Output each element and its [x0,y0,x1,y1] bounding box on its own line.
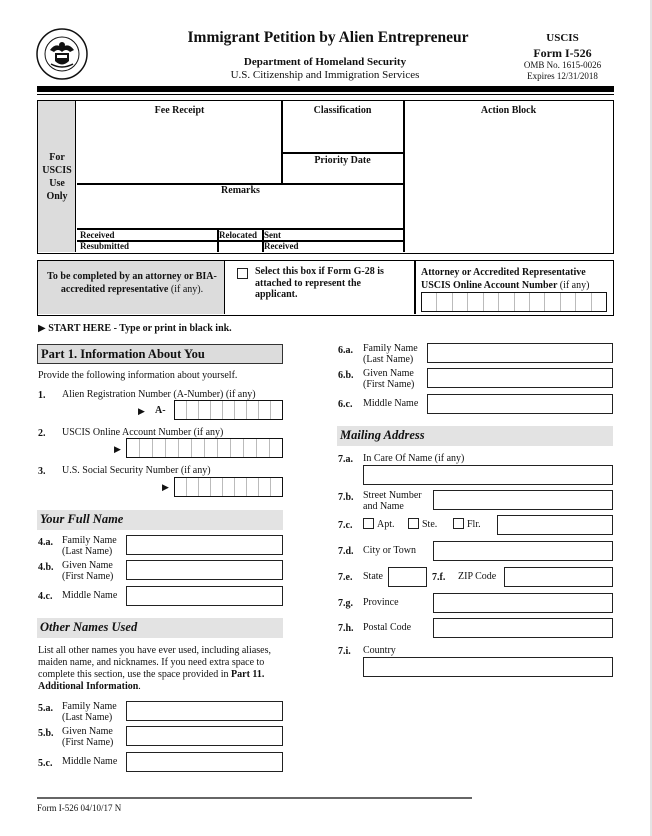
priority-date-label: Priority Date [314,155,371,166]
ssn-input[interactable] [174,477,283,497]
ste-label: Ste. [422,519,438,530]
part1-intro: Provide the following information about yourself. [38,370,238,381]
field-number: 5.a. [38,703,53,714]
middle-name-input-4c[interactable] [126,586,283,606]
state-input[interactable] [388,567,427,587]
apt-label: Apt. [377,519,395,530]
field-label: Country [363,645,396,656]
field-number: 7.g. [338,598,353,609]
label-line: (Last Name) [363,353,414,365]
g28-checkbox-label: Select this box if Form G-28 is attached to represent the applicant. [255,266,384,300]
field-number: 5.b. [38,728,54,739]
field-number: 7.h. [338,623,354,634]
middle-name-input-6c[interactable] [427,394,613,414]
classification-label: Classification [313,105,372,116]
field-label: State [363,571,383,582]
field-label: In Care Of Name (if any) [363,453,465,464]
label-line: Given Name [62,726,113,737]
side-label-line: USCIS [42,165,72,176]
arrow-right-icon: ▶ [114,444,121,454]
form-title: Immigrant Petition by Alien Entrepreneur [187,29,469,46]
divider [282,152,403,154]
attorney-note-panel [38,261,225,314]
footer-divider [37,797,472,799]
intro-line: List all other names you have ever used, including aliases, [38,645,271,656]
field-number: 4.c. [38,591,53,602]
field-label: ZIP Code [458,571,497,582]
label-line: Given Name [62,560,113,571]
field-label [363,491,422,512]
field-number: 7.e. [338,572,353,583]
header-divider-thin [37,94,614,95]
side-label-line: Use [49,178,65,189]
intro-line: complete this section, use the space provided in [38,669,229,680]
field-number: 6.a. [338,345,353,356]
field-number: 7.c. [338,520,353,531]
given-name-input-4b[interactable] [126,560,283,580]
field-number: 6.b. [338,370,354,381]
label-line: (First Name) [363,378,415,390]
side-label-line: Only [46,191,68,202]
additional-info-reference: Additional Information [38,681,139,692]
label-line: Family Name [363,343,418,354]
field-number: 7.a. [338,454,353,465]
attorney-account-number-input[interactable] [421,292,607,312]
province-input[interactable] [433,593,613,613]
start-here-instruction: ▶ START HERE - Type or print in black ink. [38,323,232,334]
label-line: and Name [363,500,404,512]
label-line: Family Name [62,535,117,546]
full-name-heading: Your Full Name [37,510,283,530]
q1-number: 1. [38,390,46,401]
attorney-account-label-suffix: (if any) [559,280,590,291]
header-divider [37,86,614,92]
attorney-note-bold: To be completed by an attorney or BIA-accredited representative [47,271,217,295]
field-number: 4.b. [38,562,54,573]
apt-checkbox[interactable] [363,518,374,529]
field-number: 5.c. [38,758,53,769]
label-line: (First Name) [62,736,114,748]
zip-code-input[interactable] [504,567,613,587]
uscis-use-only-block [37,100,614,254]
attorney-note-normal: (if any). [170,284,204,295]
relocated-label: Relocated [219,230,257,240]
country-input[interactable] [363,657,613,677]
family-name-input-6a[interactable] [427,343,613,363]
field-number: 6.c. [338,399,353,410]
field-number: 7.d. [338,546,354,557]
field-label [62,536,117,557]
q2-number: 2. [38,428,46,439]
side-label-line: For [49,152,65,163]
field-label [62,561,113,582]
form-number: Form I-526 [533,46,592,60]
field-label: Middle Name [62,590,118,601]
other-names-heading: Other Names Used [37,618,283,638]
g28-checkbox[interactable] [237,268,248,279]
field-label [363,369,414,390]
middle-name-input-5c[interactable] [126,752,283,772]
field-label [363,344,418,365]
city-input[interactable] [433,541,613,561]
dhs-seal-icon [36,28,88,80]
label-line: (Last Name) [62,545,113,557]
arrow-right-icon: ▶ [162,482,169,492]
expiration-date: Expires 12/31/2018 [527,71,598,81]
received-label: Received [80,230,115,240]
field-label [62,702,117,723]
department-name: Department of Homeland Security [243,56,407,68]
intro-line: maiden name, and nicknames. If you need extra space to [38,657,265,668]
part1-heading: Part 1. Information About You [37,344,283,364]
q1-label: Alien Registration Number (A-Number) (if any) [62,389,256,400]
mailing-address-heading: Mailing Address [337,426,613,446]
agency-short: USCIS [546,32,579,44]
field-number: 4.a. [38,537,53,548]
label-line: Street Number [363,490,422,501]
family-name-input-4a[interactable] [126,535,283,555]
fee-receipt-label: Fee Receipt [154,105,205,116]
flr-label: Flr. [467,519,481,530]
q2-label: USCIS Online Account Number (if any) [62,427,224,438]
q3-number: 3. [38,466,46,477]
footer-form-id: Form I-526 04/10/17 N [37,803,122,813]
attorney-block [37,260,614,316]
part11-reference: Part 11. [231,669,265,680]
field-label: Postal Code [363,622,412,633]
field-number: 7.i. [338,646,351,657]
uscis-online-account-input[interactable] [126,438,283,458]
sent-label: Sent [264,230,282,240]
label-line: Family Name [62,701,117,712]
a-number-input[interactable] [174,400,283,420]
field-label: Middle Name [363,398,419,409]
postal-code-input[interactable] [433,618,613,638]
given-name-input-5b[interactable] [126,726,283,746]
in-care-of-input[interactable] [363,465,613,485]
punctuation: . [138,681,141,692]
arrow-right-icon: ▶ [138,406,145,416]
field-number: 7.b. [338,492,354,503]
other-names-intro [38,645,288,693]
street-input[interactable] [433,490,613,510]
field-label: Middle Name [62,756,118,767]
resubmitted-label: Resubmitted [80,241,129,251]
attorney-account-label: Attorney or Accredited Representative USCIS Online Account Number [421,267,586,291]
agency-name: U.S. Citizenship and Immigration Services [230,69,420,81]
action-block-label: Action Block [480,105,537,116]
omb-number: OMB No. 1615-0026 [523,60,602,70]
label-line: (First Name) [62,570,114,582]
given-name-input-6b[interactable] [427,368,613,388]
label-line: Given Name [363,368,414,379]
uscis-use-only-label-panel [38,101,76,252]
received-label-2: Received [264,241,299,251]
field-label [62,727,113,748]
flr-checkbox[interactable] [453,518,464,529]
field-label: City or Town [363,545,417,556]
ste-checkbox[interactable] [408,518,419,529]
q3-label: U.S. Social Security Number (if any) [62,465,211,476]
remarks-label: Remarks [221,185,260,196]
label-line: (Last Name) [62,711,113,723]
unit-number-input[interactable] [497,515,613,535]
divider [414,261,416,314]
a-number-prefix: A- [155,405,166,416]
field-number: 7.f. [432,572,446,583]
family-name-input-5a[interactable] [126,701,283,721]
field-label: Province [363,597,399,608]
